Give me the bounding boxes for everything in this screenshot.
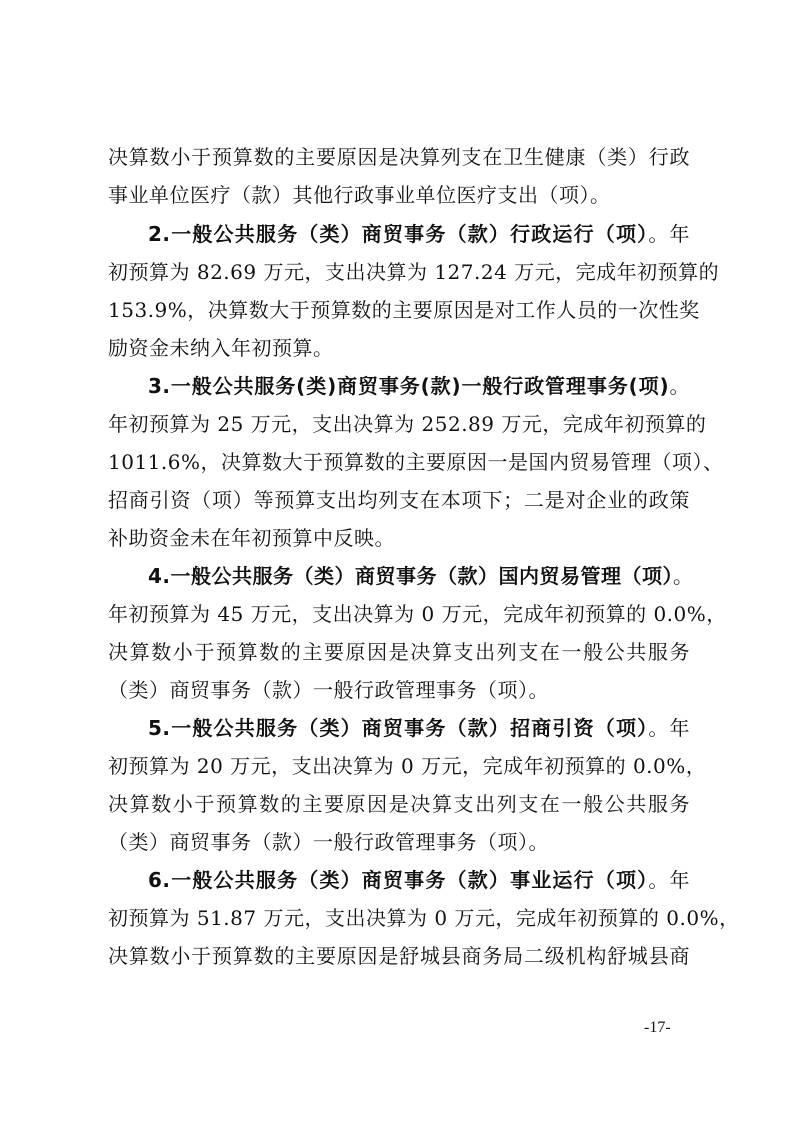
paragraph-line: 决算数小于预算数的主要原因是决算支出列支在一般公共服务 <box>108 792 690 816</box>
paragraph-line: 1011.6%，决算数大于预算数的主要原因一是国内贸易管理（项）、 <box>108 450 724 474</box>
heading-tail: 。年 <box>648 716 691 740</box>
paragraph-line: 年初预算为 25 万元，支出决算为 252.89 万元，完成年初预算的 <box>108 412 707 436</box>
paragraph-first-line <box>148 221 690 247</box>
paragraph-first-line <box>148 373 690 399</box>
paragraph-line: 决算数小于预算数的主要原因是舒城县商务局二级机构舒城县商 <box>108 944 690 968</box>
paragraph-line: 初预算为 82.69 万元，支出决算为 127.24 万元，完成年初预算的 <box>108 260 720 284</box>
heading-tail: 。年 <box>648 222 691 246</box>
item-heading: 4.一般公共服务（类）商贸事务（款）国内贸易管理（项） <box>148 564 674 588</box>
heading-tail: 。年 <box>648 868 691 892</box>
paragraph-line: （类）商贸事务（款）一般行政管理事务（项）。 <box>108 830 549 854</box>
item-heading: 6.一般公共服务（类）商贸事务（款）事业运行（项） <box>148 868 649 892</box>
paragraph-line: （类）商贸事务（款）一般行政管理事务（项）。 <box>108 678 549 702</box>
paragraph-first-line <box>148 715 690 741</box>
paragraph-line: 决算数小于预算数的主要原因是决算列支在卫生健康（类）行政 <box>108 145 690 169</box>
paragraph-line: 初预算为 20 万元，支出决算为 0 万元，完成年初预算的 0.0%， <box>108 754 707 778</box>
paragraph-line: 决算数小于预算数的主要原因是决算支出列支在一般公共服务 <box>108 640 690 664</box>
paragraph-line: 补助资金未在年初预算中反映。 <box>108 526 395 550</box>
item-heading: 2.一般公共服务（类）商贸事务（款）行政运行（项） <box>148 222 649 246</box>
paragraph-line: 励资金未纳入年初预算。 <box>108 336 334 360</box>
heading-tail: 。 <box>673 564 694 588</box>
paragraph-line: 事业单位医疗（款）其他行政事业单位医疗支出（项）。 <box>108 183 611 207</box>
paragraph-line: 初预算为 51.87 万元，支出决算为 0 万元，完成年初预算的 0.0%， <box>108 906 740 930</box>
paragraph-first-line <box>148 563 694 589</box>
paragraph-line: 年初预算为 45 万元，支出决算为 0 万元，完成年初预算的 0.0%， <box>108 602 727 626</box>
item-heading: 5.一般公共服务（类）商贸事务（款）招商引资（项） <box>148 716 649 740</box>
heading-tail: 。 <box>669 374 691 398</box>
page-number: -17- <box>644 1019 671 1036</box>
paragraph-first-line <box>148 867 690 893</box>
paragraph-line: 招商引资（项）等预算支出均列支在本项下；二是对企业的政策 <box>108 488 690 512</box>
paragraph-line: 153.9%，决算数大于预算数的主要原因是对工作人员的一次性奖 <box>108 298 700 322</box>
item-heading: 3.一般公共服务(类)商贸事务(款)一般行政管理事务(项) <box>148 374 670 398</box>
